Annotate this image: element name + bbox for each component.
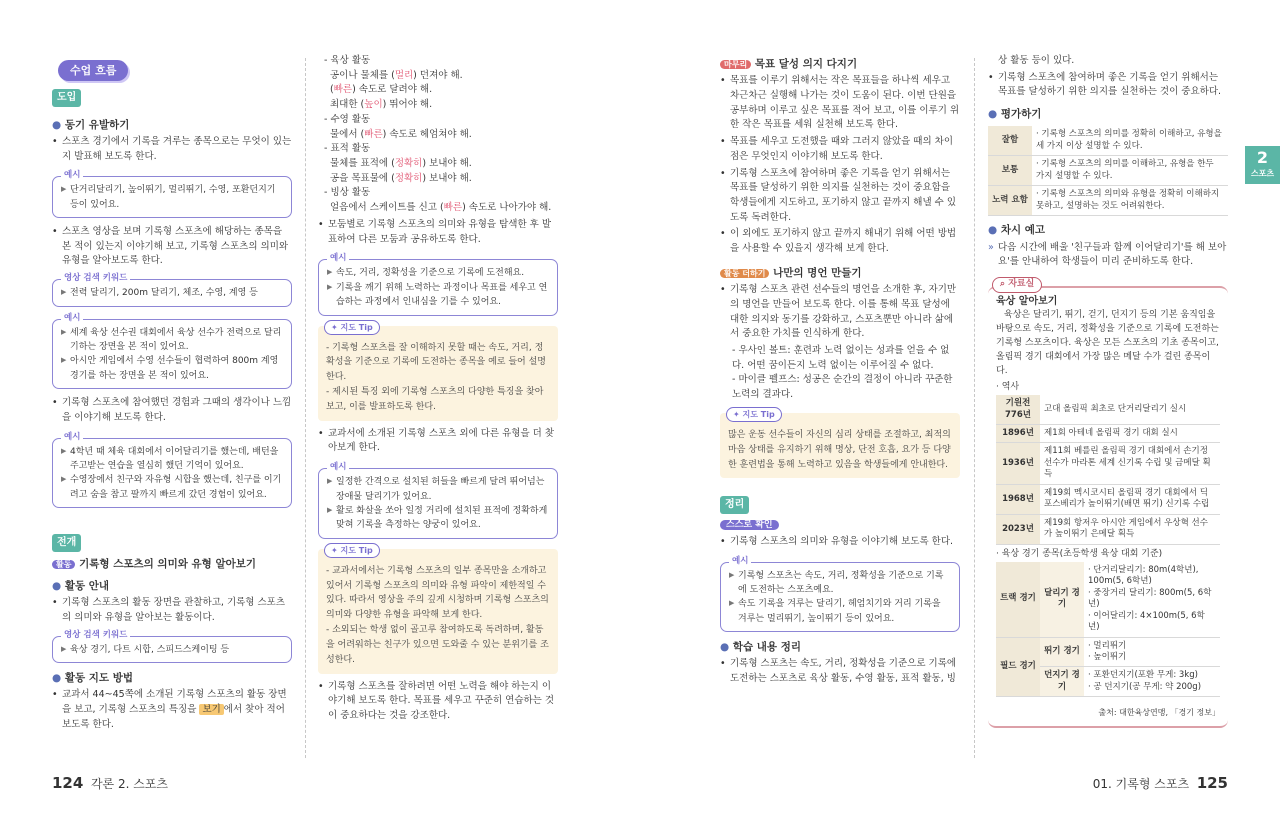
- tip-box-3: ✦ 지도 Tip 많은 운동 선수들이 자신의 심리 상태를 조절하고, 최적의 마음 상태를 유지하기 위해 명상, 단전 호흡, 요가 등 다양한 훈련법을 통해 노력하고 있음을 학생들에게 안내한다.: [720, 413, 960, 479]
- left-column-1: [52, 52, 292, 734]
- table-row: 2023년 제19회 항저우 아시안 게임에서 우상혁 선수가 높이뛰기 은메달 획득: [996, 514, 1220, 544]
- goal-heading: 마무리 목표 달성 의지 다지기: [720, 56, 960, 72]
- goal-item-1: • 목표를 이루기 위해서는 작은 목표들을 하나씩 세우고 차근차근 실행해 나가는 것이 도움이 된다. 이번 단원을 공부하며 이루고 싶은 목표를 적어 보고, 이를 이루기 위한 작은 목표를 세워 실천해 보도록 한다.: [720, 75, 960, 131]
- goal-item-3: • 기록형 스포츠에 참여하며 좋은 기록을 얻기 위해서는 목표를 달성하기 위한 의지를 실천하는 것이 중요함을 학생들에게 지도하고, 포기하지 않고 끝까지 해낼 수 있도록 독려한다.: [720, 167, 957, 223]
- answer-line: 물에서 (빠른) 속도로 헤엄쳐야 해.: [330, 128, 472, 140]
- history-table: [996, 395, 1220, 545]
- reference-box: [988, 278, 1228, 728]
- learn-paragraph: • 기록형 스포츠는 속도, 거리, 정확성을 기준으로 기록에 도전하는 스포츠로 육상 활동, 수영 활동, 표적 활동, 빙: [720, 658, 957, 685]
- next-heading: ● 차시 예고: [988, 224, 1046, 237]
- other-types-paragraph: • 교과서에 소개된 기록형 스포츠 외에 다른 유형을 더 찾아보게 한다.: [318, 427, 555, 454]
- motivation-paragraph-2: • 스포츠 영상을 보며 기록형 스포츠에 해당하는 종목을 본 적이 있는지 이야기해 보고, 기록형 스포츠의 의미와 유형을 알아보도록 한다.: [52, 226, 289, 267]
- method-paragraph: • 교과서 44~45쪽에 소개된 기록형 스포츠의 활동 장면을 보고, 기록형 스포츠의 특징을 보기 에서 찾아 적어 보도록 한다.: [52, 689, 287, 730]
- answer-line: - 수영 활동: [324, 113, 371, 125]
- example-box-1: 예시 ▶ 단거리달리기, 높이뛰기, 멀리뛰기, 수영, 포환던지기 등이 있어요.: [52, 176, 292, 218]
- example-box-4: 예시 ▶ 속도, 거리, 정확성을 기준으로 기록에 도전해요. ▶ 기록을 깨기 위해 노력하는 과정이나 목표를 세우고 연습하는 과정에서 인내심을 기를 수 있어요.: [318, 259, 558, 315]
- learn-heading: ● 학습 내용 정리: [720, 641, 801, 654]
- answer-line: 최대한 (높이) 뛰어야 해.: [330, 99, 433, 111]
- keyword-box-2: 영상 검색 키워드 ▶ 육상 경기, 다트 시합, 스피드스케이팅 등: [52, 636, 292, 663]
- table-row: 잘함 · 기록형 스포츠의 의미를 정확히 이해하고, 유형을 세 가지 이상 설명할 수 있다.: [988, 126, 1228, 155]
- chapter-tab[interactable]: 2 스포츠: [1245, 146, 1280, 184]
- quote-item-2: - 마이클 펠프스: 성공은 순간의 결정이 아니라 꾸준한 노력의 결과다.: [732, 374, 953, 401]
- table-row: 기원전 776년 고대 올림픽 최초로 단거리달리기 실시: [996, 395, 1220, 424]
- lightbulb-icon: ✦ 지도 Tip: [726, 407, 782, 422]
- left-column-2: [318, 54, 558, 726]
- lesson-flow-pill: 수업 흐름: [58, 60, 128, 81]
- source-note: 출처: 대한육상연맹, 「경기 정보」: [1098, 708, 1220, 718]
- reference-paragraph: 육상은 달리기, 뛰기, 걷기, 던지기 등의 기본 움직임을 바탕으로 속도, 거리, 정확성을 기준으로 기록에 도전하는 기록형 스포츠이다. 육상은 모든 스포츠의 기초 종목이고, 올림픽 경기 대회에서 가장 많은 메달 수가 걸린 종목이다.: [996, 310, 1219, 377]
- kinds-title: · 육상 경기 종목(초등학생 육상 대회 기준): [996, 548, 1163, 559]
- goal-item-4: • 이 외에도 포기하지 않고 끝까지 해내기 위해 어떤 방법을 사용할 수 있을지 생각해 보게 한다.: [720, 228, 957, 255]
- activity-heading: 활동 기록형 스포츠의 의미와 유형 알아보기: [52, 556, 292, 572]
- table-row: 1936년 제11회 베를린 올림픽 경기 대회에서 손기정 선수가 마라톤 세계 신기록 수립 및 금메달 획득: [996, 443, 1220, 484]
- answer-line: - 육상 활동: [324, 55, 371, 66]
- eval-heading: ● 평가하기: [988, 108, 1042, 121]
- motivation-paragraph-1: • 스포츠 경기에서 기록을 겨루는 종목으로는 무엇이 있는지 발표해 보도록 한다.: [52, 135, 292, 162]
- table-row: 1896년 제1회 아테네 올림픽 경기 대회 실시: [996, 425, 1220, 443]
- method-heading: ● 활동 지도 방법: [52, 672, 133, 684]
- example-box-2: 예시 ▶ 세계 육상 선수권 대회에서 육상 선수가 전력으로 달리기하는 장면을 본 적이 있어요. ▶ 아시안 게임에서 수영 선수들이 협력하여 800m 계영 경기를 하는 장면을 본 적이 있어요.: [52, 319, 292, 390]
- right-footer: 01. 기록형 스포츠 125: [1092, 774, 1228, 792]
- effort-paragraph: • 기록형 스포츠를 잘하려면 어떤 노력을 해야 하는지 이야기해 보도록 한다. 목표를 세우고 꾸준히 연습하는 것이 중요하다는 것을 강조한다.: [318, 680, 555, 722]
- example-box-3: 예시 ▶ 4학년 때 체육 대회에서 이어달리기를 했는데, 배턴을 주고받는 연습을 열심히 했던 기억이 있어요. ▶ 수영장에서 친구와 자유형 시합을 했는데, 친구를 이기려고 숨을 참고 팔까지 빠르게 갔던 경험이 있어요.: [52, 438, 292, 509]
- quote-item-1: - 우사인 볼트: 훈련과 노력 없이는 성과를 얻을 수 없다. 어떤 꿈이든지 노력 없이는 이루어질 수 없다.: [732, 345, 950, 371]
- intro-tag: 도입: [52, 89, 81, 107]
- tip-box-1: ✦ 지도 Tip - 기록형 스포츠를 잘 이해하지 못할 때는 속도, 거리, 정확성을 기준으로 기록에 도전하는 종목을 예로 들어 설명한다. - 제시된 특징 외에 기록형 스포츠의 다양한 특징을 찾아보고, 이를 발표하도록 한다.: [318, 326, 558, 421]
- example-box-6: 예시 ▶ 기록형 스포츠는 속도, 거리, 정확성을 기준으로 기록에 도전하는 스포츠예요. ▶ 속도 기록을 겨루는 달리기, 헤엄치기와 거리 기록을 겨루는 멀리뛰기, 높이뛰기 등이 있어요.: [720, 562, 960, 633]
- left-footer: 124 각론 2. 스포츠: [52, 774, 168, 792]
- lightbulb-icon: ✦ 지도 Tip: [324, 320, 380, 335]
- lightbulb-icon: ✦ 지도 Tip: [324, 543, 380, 558]
- guide-heading: ● 활동 안내: [52, 579, 110, 592]
- group-paragraph: • 모둠별로 기록형 스포츠의 의미와 유형을 탐색한 후 발표하여 다른 모둠과 공유하도록 한다.: [318, 218, 552, 245]
- wrap-tag: 정리: [720, 496, 749, 514]
- motivation-paragraph-3: • 기록형 스포츠에 참여했던 경험과 그때의 생각이나 느낌을 이야기해 보도록 한다.: [52, 397, 292, 423]
- motivation-heading: ● 동기 유발하기: [52, 118, 130, 131]
- quote-heading: 활동 더하기 나만의 명언 만들기: [720, 265, 960, 281]
- tip-box-2: ✦ 지도 Tip - 교과서에서는 기록형 스포츠의 일부 종목만을 소개하고 있어서 기록형 스포츠의 의미와 유형 파악이 제한적일 수 있다. 따라서 영상을 주의 깊게 시청하며 기록형 스포츠의 의미와 다양한 유형을 파악해 보게 한다. - 소외되는 학생 없이 골고루 참여하도록 독려하며, 활동을 어려워하는 친구가 있으면 도와줄 수 있는 분위기를 조성한다.: [318, 549, 558, 674]
- self-check-badge: 스스로 확인: [720, 520, 779, 530]
- magnifier-icon: ⌕ 자료실: [992, 277, 1042, 293]
- right-column-2: [988, 54, 1228, 728]
- table-row: 노력 요함 · 기록형 스포츠의 의미와 유형을 정확히 이해하지 못하고, 설명하는 것도 어려워한다.: [988, 186, 1228, 216]
- table-row: 던지기 경기 · 포환던지기(포환 무게: 3kg) · 공 던지기(공 무게: 약 200g): [996, 667, 1220, 697]
- right-column-1: [720, 56, 960, 689]
- answer-line: 얼음에서 스케이트를 신고 (빠른) 속도로 나아가야 해.: [330, 202, 552, 214]
- learn-item-2: • 기록형 스포츠에 참여하며 좋은 기록을 얻기 위해서는 목표를 달성하기 위한 의지를 실천하는 것이 중요하다.: [988, 71, 1222, 98]
- eval-table: [988, 126, 1228, 216]
- quote-paragraph: • 기록형 스포츠 관련 선수들의 명언을 소개한 후, 자기만의 명언을 만들어 보도록 한다. 이를 통해 목표 달성에 대한 의지와 동기를 강화하고, 스포츠뿐만 아니라 삶에서 중요한 가치를 인식하게 한다.: [720, 284, 957, 340]
- develop-tag: 전개: [52, 534, 81, 552]
- answer-line: 물체를 표적에 (정확히) 보내야 해.: [330, 158, 472, 170]
- self-check-paragraph: • 기록형 스포츠의 의미와 유형을 이야기해 보도록 한다.: [720, 535, 954, 547]
- example-box-5: 예시 ▶ 일정한 간격으로 설치된 허들을 빠르게 달려 뛰어넘는 장애물 달리기가 있어요. ▶ 활로 화살을 쏘아 일정 거리에 설치된 표적에 정확하게 맞혀 기록을 측정하는 양궁이 있어요.: [318, 468, 558, 539]
- answer-line: (빠른) 속도로 달려야 해.: [330, 84, 433, 96]
- column-divider-left: [305, 58, 306, 758]
- right-page: [640, 0, 1280, 814]
- answer-line: - 표적 활동: [324, 143, 371, 155]
- activity-answer-list: [318, 54, 558, 216]
- table-row: 트랙 경기 달리기 경기 · 단거리달리기: 80m(4학년), 100m(5, 6학년) · 중장거리 달리기: 800m(5, 6학년) · 이어달리기: 4×100m(5, 6학년): [996, 562, 1220, 637]
- guide-paragraph: • 기록형 스포츠의 활동 장면을 관찰하고, 기록형 스포츠의 의미와 유형을 알아보는 활동이다.: [52, 597, 286, 623]
- answer-line: 공이나 물체를 (멀리) 던져야 해.: [330, 69, 463, 81]
- next-paragraph: » 다음 시간에 배울 '친구들과 함께 이어달리기'를 해 보아요'를 안내하여 학생들이 미리 준비하도록 한다.: [988, 241, 1227, 268]
- kinds-table: [996, 562, 1220, 698]
- answer-line: - 빙상 활동: [324, 187, 371, 199]
- column-divider-right: [974, 58, 975, 758]
- table-row: 필드 경기 뛰기 경기 · 멀리뛰기 · 높이뛰기: [996, 637, 1220, 667]
- goal-item-2: • 목표를 세우고 도전했을 때와 그러지 않았을 때의 차이점은 무엇인지 이야기해 보도록 한다.: [720, 136, 954, 162]
- keyword-box-1: 영상 검색 키워드 ▶ 전력 달리기, 200m 달리기, 체조, 수영, 계영 등: [52, 279, 292, 306]
- reference-title: 육상 알아보기: [996, 295, 1058, 307]
- history-title: · 역사: [996, 382, 1020, 393]
- table-row: 보통 · 기록형 스포츠의 의미를 이해하고, 유형을 한두 가지 설명할 수 있다.: [988, 156, 1228, 186]
- learn-continued: 상 활동 등이 있다.: [998, 55, 1075, 66]
- answer-line: 공을 목표물에 (정확히) 보내야 해.: [330, 172, 472, 184]
- table-row: 1968년 제19회 멕시코시티 올림픽 경기 대회에서 딕 포스베리가 높이뛰기(배면 뛰기) 신기록 수립: [996, 484, 1220, 514]
